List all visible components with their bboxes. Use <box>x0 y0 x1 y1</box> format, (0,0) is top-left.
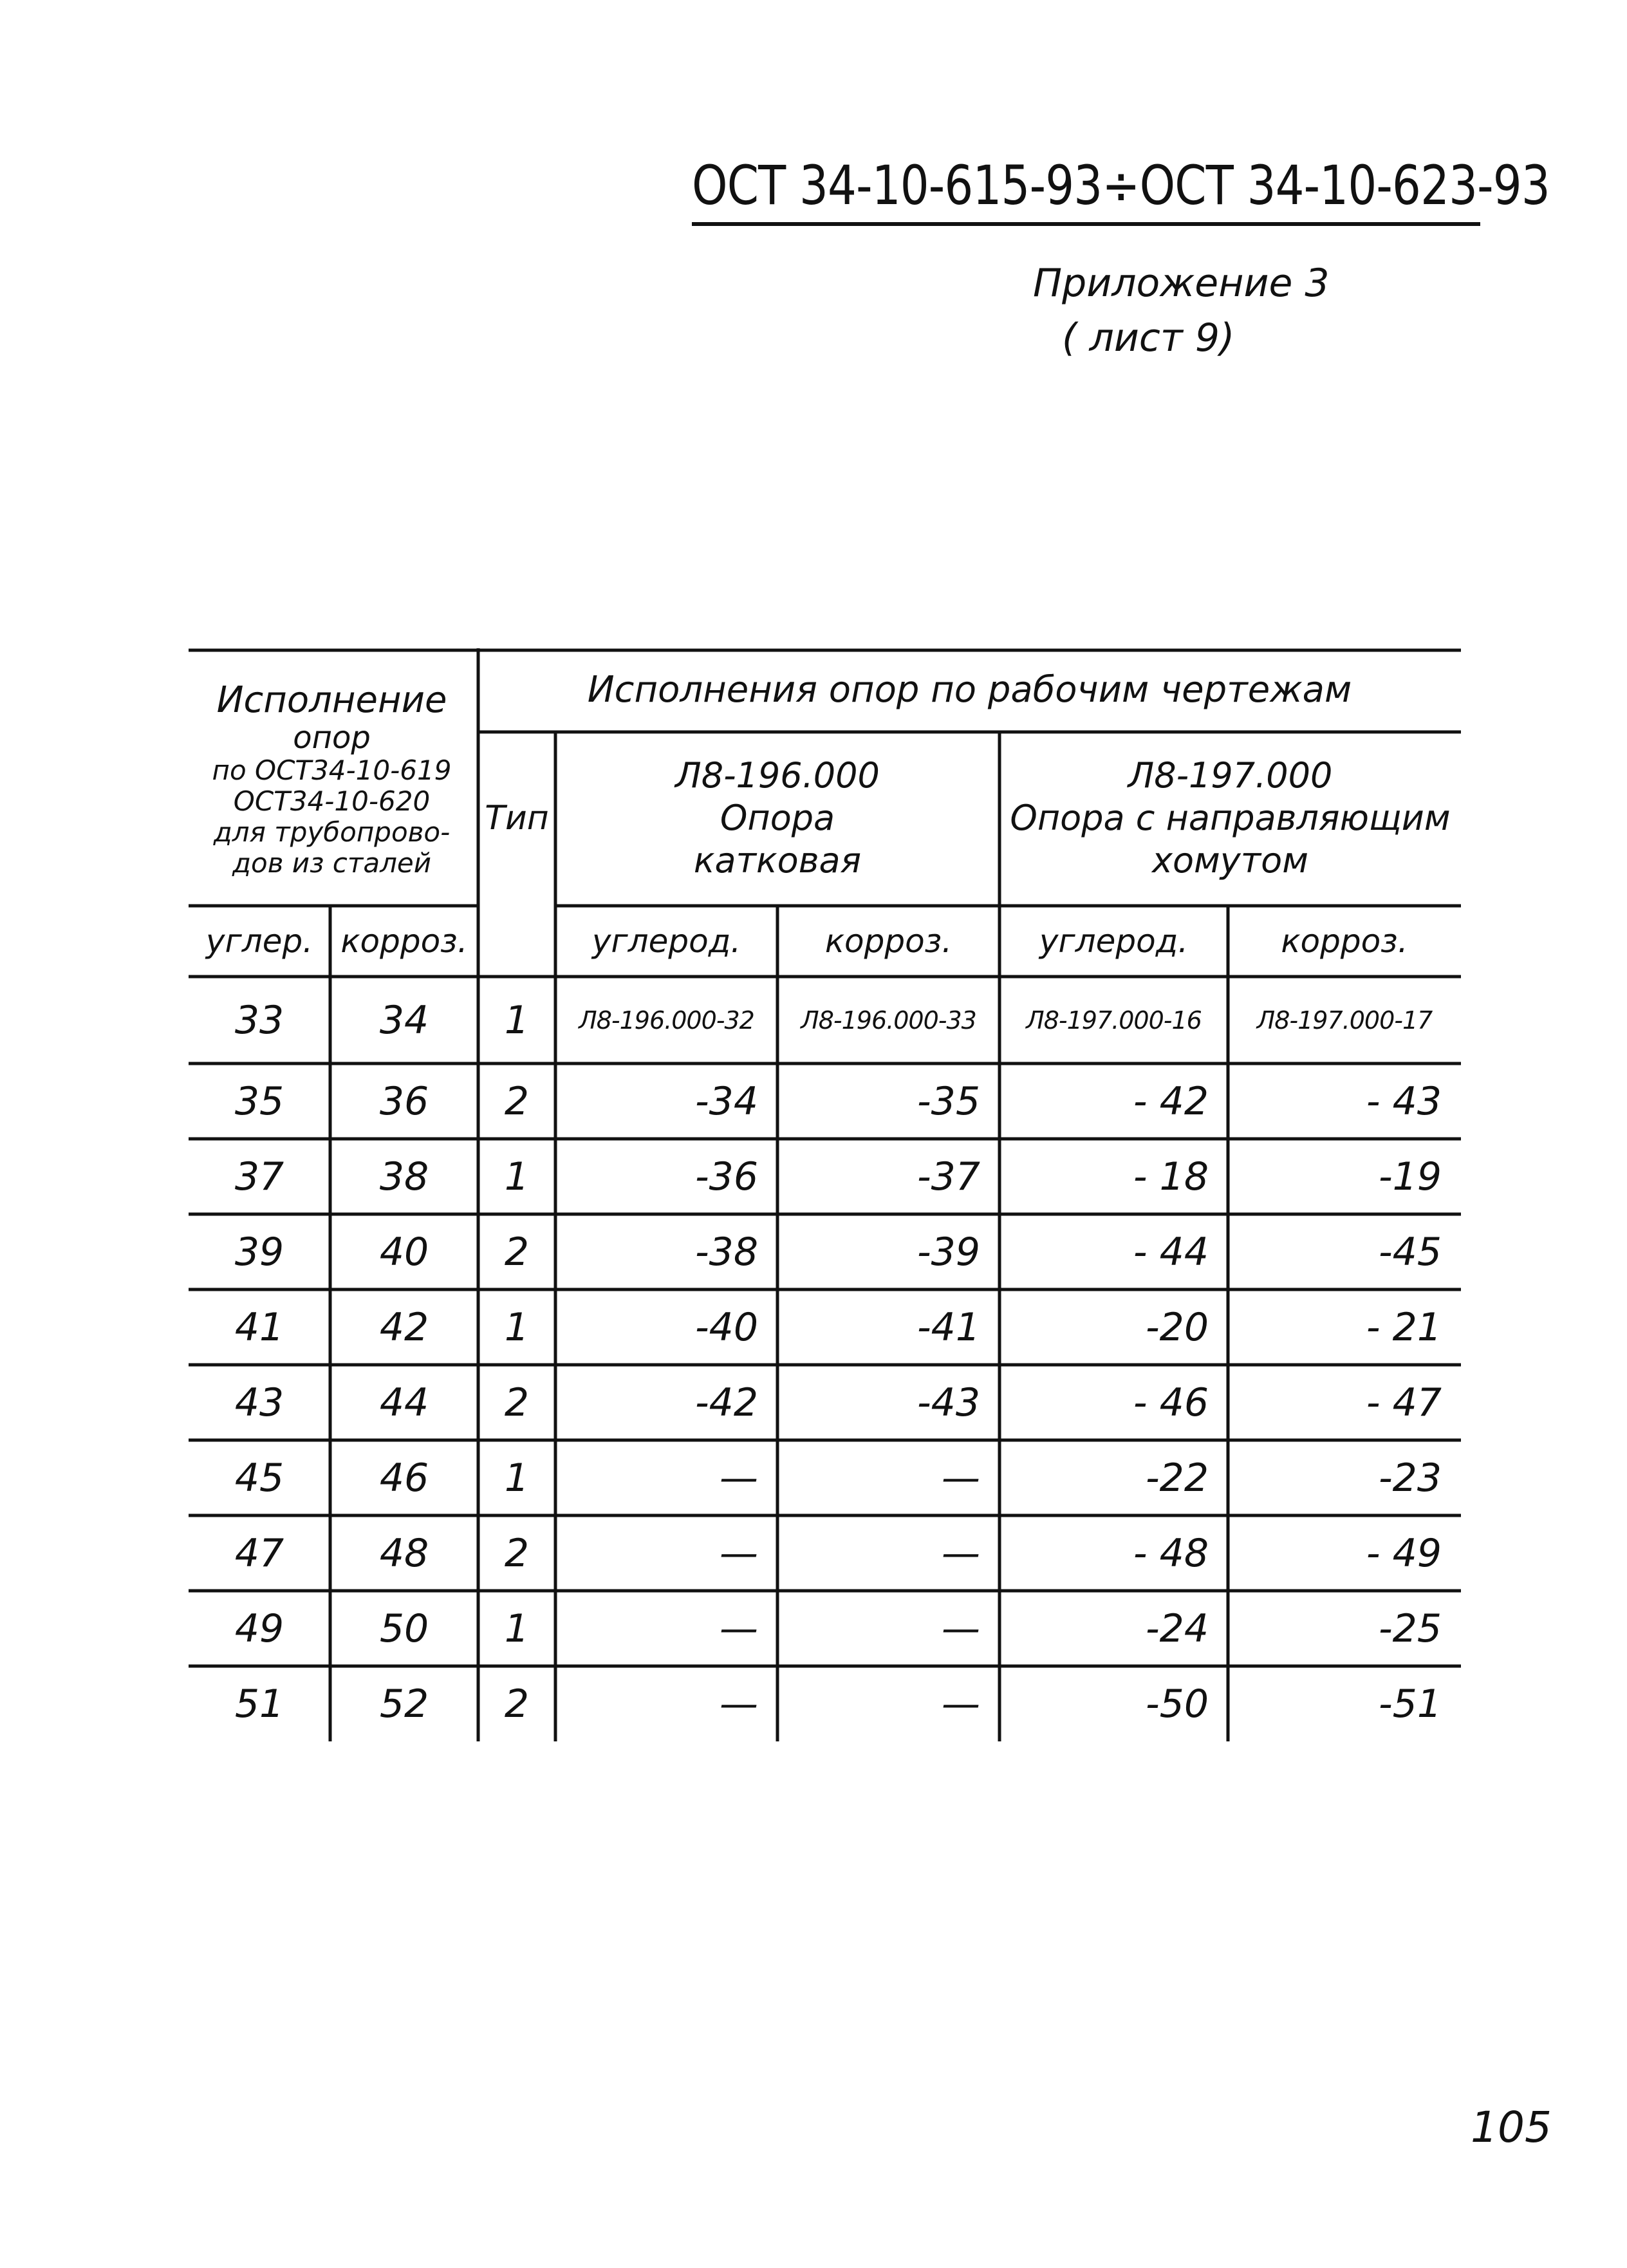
type-header: Тип <box>485 798 549 838</box>
table-cell: 1 <box>504 1606 530 1651</box>
table-cell: Л8-196.000-33 <box>801 1006 976 1035</box>
table-cell: 52 <box>379 1681 429 1727</box>
table-cell: 33 <box>234 997 284 1043</box>
table-cell: -19 <box>1379 1154 1442 1199</box>
table-cell: - 18 <box>1133 1154 1209 1199</box>
table-cell: 1 <box>504 997 530 1043</box>
table-cell: - 44 <box>1133 1229 1209 1275</box>
table-cell: — <box>942 1681 980 1727</box>
table-cell: — <box>720 1455 758 1501</box>
table-cell: — <box>720 1681 758 1727</box>
table-cell: 39 <box>234 1229 284 1275</box>
table-cell: 44 <box>379 1380 429 1425</box>
table-cell: -25 <box>1379 1606 1442 1651</box>
right-group-header: Исполнения опор по рабочим чертежам <box>587 669 1352 711</box>
table-cell: 47 <box>234 1530 284 1576</box>
table-cell: -24 <box>1146 1606 1209 1651</box>
supports-table <box>189 648 1461 1745</box>
table-cell: -41 <box>917 1304 980 1350</box>
table-cell: 51 <box>234 1681 284 1727</box>
left-group-line: для трубопрово- <box>213 816 451 848</box>
table-cell: - 43 <box>1366 1078 1442 1124</box>
document-code: ОСТ 34-10-615-93÷ОСТ 34-10-623-93 <box>692 154 1550 217</box>
table-cell: — <box>720 1530 758 1576</box>
table-cell: 38 <box>379 1154 429 1199</box>
group-line: Л8-196.000 <box>675 754 880 796</box>
left-group-header <box>189 653 475 906</box>
left-group-line: ОСТ34-10-620 <box>233 785 431 817</box>
table-cell: -43 <box>917 1380 980 1425</box>
table-cell: 48 <box>379 1530 429 1576</box>
group-line: катковая <box>693 839 862 881</box>
table-cell: -51 <box>1379 1681 1442 1727</box>
left-group-line: дов из сталей <box>232 847 432 879</box>
table-cell: 1 <box>504 1304 530 1350</box>
table-cell: -23 <box>1379 1455 1442 1501</box>
table-cell: 2 <box>504 1380 530 1425</box>
table-cell: 50 <box>379 1606 429 1651</box>
table-cell: 41 <box>234 1304 284 1350</box>
table-cell: -35 <box>917 1078 980 1124</box>
table-cell: Л8-196.000-32 <box>579 1006 754 1035</box>
table-cell: -42 <box>695 1380 758 1425</box>
group-header-l8-196 <box>555 732 999 904</box>
table-cell: 1 <box>504 1455 530 1501</box>
table-cell: 36 <box>379 1078 429 1124</box>
table-cell: -39 <box>917 1229 980 1275</box>
table-cell: — <box>942 1606 980 1651</box>
group-line: Опора <box>720 797 835 838</box>
table-cell: -40 <box>695 1304 758 1350</box>
table-cell: -34 <box>695 1078 758 1124</box>
table-cell: -20 <box>1146 1304 1209 1350</box>
table-cell: Л8-197.000-17 <box>1256 1006 1433 1035</box>
table-cell: 45 <box>234 1455 284 1501</box>
sub-header-carbon-197: углерод. <box>1039 923 1189 960</box>
sub-header-corrosion: корроз. <box>340 923 468 960</box>
table-cell: 40 <box>379 1229 429 1275</box>
sub-header-corrosion-196: корроз. <box>824 923 953 960</box>
table-cell: 37 <box>234 1154 284 1199</box>
table-cell: -37 <box>917 1154 980 1199</box>
group-line: Опора с направляющим <box>1010 797 1451 838</box>
group-line: Л8-197.000 <box>1128 754 1333 796</box>
group-line: хомутом <box>1152 839 1308 881</box>
sub-header-corrosion-197: корроз. <box>1281 923 1408 960</box>
table-cell: -50 <box>1146 1681 1209 1727</box>
sub-header-carbon-196: углерод. <box>591 923 741 960</box>
left-group-line: по ОСТ34-10-619 <box>212 754 452 786</box>
table-cell: 2 <box>504 1078 530 1124</box>
table-cell: 2 <box>504 1229 530 1275</box>
table-cell: - 47 <box>1366 1380 1442 1425</box>
table-cell: - 49 <box>1366 1530 1442 1576</box>
group-header-l8-197 <box>999 732 1461 904</box>
table-cell: 2 <box>504 1681 530 1727</box>
table-cell: 35 <box>234 1078 284 1124</box>
appendix-label: Приложение 3 <box>1033 261 1330 306</box>
table-cell: - 21 <box>1366 1304 1442 1350</box>
table-cell: -45 <box>1379 1229 1442 1275</box>
table-cell: 34 <box>379 997 429 1043</box>
table-cell: 49 <box>234 1606 284 1651</box>
left-group-line: Исполнение <box>216 679 447 721</box>
table-cell: — <box>942 1530 980 1576</box>
table-cell: 43 <box>234 1380 284 1425</box>
table-cell: 42 <box>379 1304 429 1350</box>
table-cell: -36 <box>695 1154 758 1199</box>
table-cell: 46 <box>379 1455 429 1501</box>
table-cell: — <box>942 1455 980 1501</box>
table-cell: -38 <box>695 1229 758 1275</box>
table-cell: Л8-197.000-16 <box>1026 1006 1202 1035</box>
sheet-label: ( лист 9) <box>1062 315 1235 361</box>
left-group-line: опор <box>293 720 371 756</box>
table-cell: - 42 <box>1133 1078 1209 1124</box>
table-cell: - 46 <box>1133 1380 1209 1425</box>
table-cell: 1 <box>504 1154 530 1199</box>
table-cell: - 48 <box>1133 1530 1209 1576</box>
document-code-underline <box>692 222 1480 226</box>
table-cell: — <box>720 1606 758 1651</box>
page-number: 105 <box>1471 2103 1552 2152</box>
table-cell: -22 <box>1146 1455 1209 1501</box>
sub-header-carbon: углер. <box>205 923 313 960</box>
table-cell: 2 <box>504 1530 530 1576</box>
